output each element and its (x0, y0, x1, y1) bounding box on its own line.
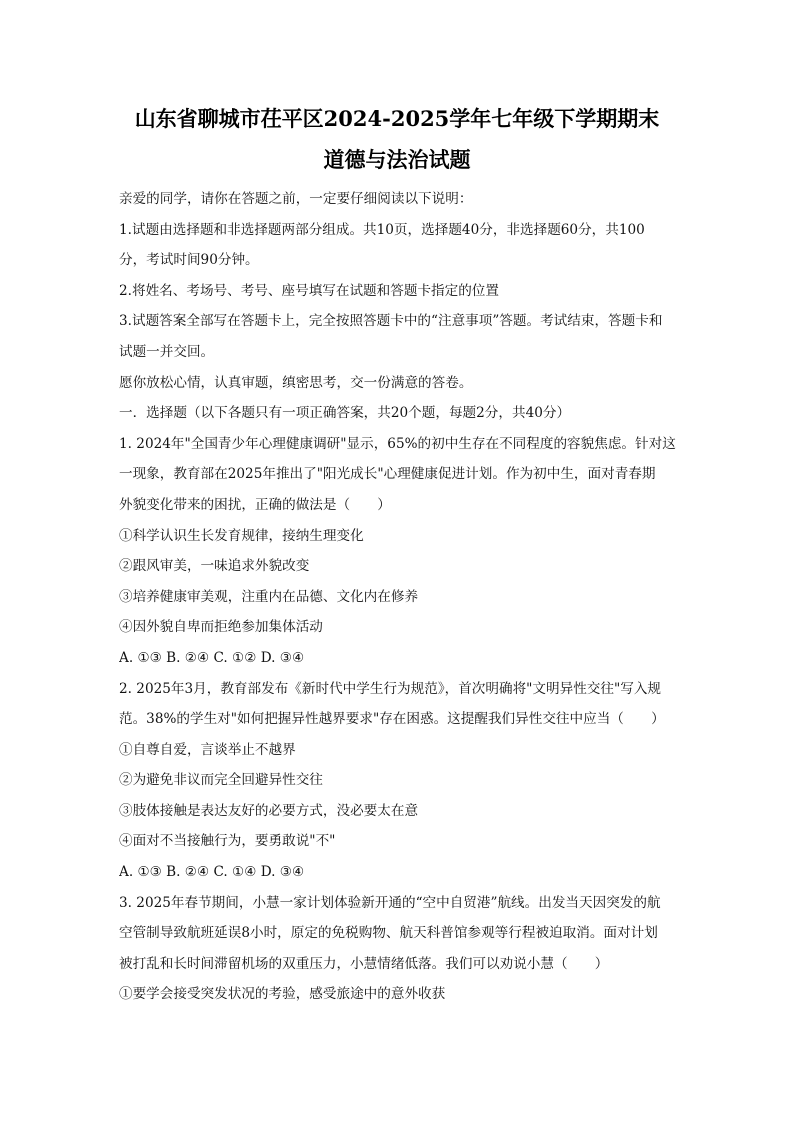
q1-choices: A. ①③ B. ②④ C. ①② D. ③④ (119, 649, 305, 666)
q2-stem: 2. 2025年3月，教育部发布《新时代中学生行为规范》，首次明确将"文明异性交往"写入规 (119, 680, 662, 697)
section-heading: 一．选择题（以下各题只有一项正确答案，共20个题，每题2分，共40分） (119, 405, 571, 422)
q2-option-4: ④面对不当接触行为，要勇敢说"不" (119, 833, 336, 850)
intro-wish: 愿你放松心情，认真审题，缜密思考，交一份满意的答卷。 (119, 374, 473, 391)
intro-rule-3: 3.试题答案全部写在答题卡上，完全按照答题卡中的“注意事项”答题。考试结束，答题卡和 (119, 313, 663, 330)
exam-body (119, 184, 679, 1010)
exam-title: 山东省聊城市茌平区2024-2025学年七年级下学期期末 (134, 106, 660, 131)
exam-subject-title: 道德与法治试题 (323, 147, 471, 172)
q1-option-4: ④因外貌自卑而拒绝参加集体活动 (119, 619, 323, 636)
q1-stem: 1. 2024年"全国青少年心理健康调研"显示，65%的初中生存在不同程度的容貌焦虑。针对这 (119, 435, 676, 452)
q2-stem-cont: 范。38%的学生对"如何把握异性越界要求"存在困惑。这提醒我们异性交往中应当（ ） (119, 711, 665, 728)
intro-rule-1: 1.试题由选择题和非选择题两部分组成。共10页，选择题40分，非选择题60分，共100 (119, 221, 645, 238)
q1-option-2: ②跟风审美，一味追求外貌改变 (119, 558, 310, 575)
q2-option-2: ②为避免非议而完全回避异性交往 (119, 772, 323, 789)
q3-option-1: ①要学会接受突发状况的考验，感受旅途中的意外收获 (119, 986, 446, 1003)
intro-rule-3-cont: 试题一并交回。 (119, 343, 215, 360)
q3-stem: 3. 2025年春节期间，小慧一家计划体验新开通的“空中自贸港”航线。出发当天因突发的航 (119, 894, 661, 911)
q1-stem-cont: 一现象，教育部在2025年推出了"阳光成长"心理健康促进计划。作为初中生，面对青春期 (119, 466, 656, 483)
q1-option-1: ①科学认识生长发育规律，接纳生理变化 (119, 527, 364, 544)
q2-option-3: ③肢体接触是表达友好的必要方式，没必要太在意 (119, 802, 419, 819)
q3-stem-end: 被打乱和长时间滞留机场的双重压力，小慧情绪低落。我们可以劝说小慧（ ） (119, 955, 609, 972)
q2-choices: A. ①③ B. ②④ C. ①④ D. ③④ (119, 864, 305, 881)
q3-stem-cont: 空管制导致航班延误8小时，原定的免税购物、航天科普馆参观等行程被迫取消。面对计划 (119, 925, 658, 942)
intro-rule-1-cont: 分，考试时间90分钟。 (119, 252, 259, 269)
intro-rule-2: 2.将姓名、考场号、考号、座号填写在试题和答题卡指定的位置 (119, 282, 499, 299)
intro-greeting: 亲爱的同学，请你在答题之前，一定要仔细阅读以下说明： (119, 191, 473, 207)
q1-option-3: ③培养健康审美观，注重内在品德、文化内在修养 (119, 588, 419, 605)
q1-stem-end: 外貌变化带来的困扰，正确的做法是（ ） (119, 496, 391, 513)
q2-option-1: ①自尊自爱，言谈举止不越界 (119, 741, 296, 758)
